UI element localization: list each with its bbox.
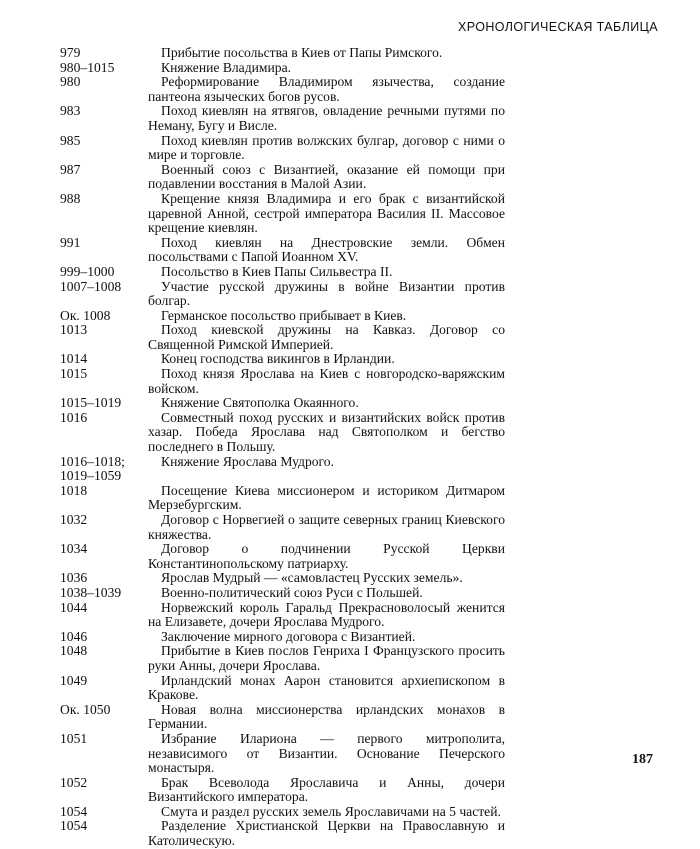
chronology-event: Посещение Киева миссионером и историком Дитмаром Мерзебургским. (148, 482, 505, 513)
chronology-date: 1013 (60, 322, 88, 338)
chronology-event: Новая волна миссионерства ирландских монахов в Германии. (148, 701, 505, 732)
chronology-row (60, 411, 660, 455)
chronology-event: Прибытие посольства в Киев от Папы Римского. (161, 45, 443, 60)
chronology-event: Брак Всеволода Ярославича и Анны, дочери Византийского императора. (148, 774, 505, 805)
chronology-row (60, 280, 660, 309)
chronology-row (60, 163, 660, 192)
chronology-event: Княжение Ярослава Мудрого. (161, 453, 334, 469)
chronology-event: Конец господства викингов в Ирландии. (161, 351, 395, 367)
chronology-event: Ирландский монах Аарон становится архиепископом в Кракове. (148, 672, 505, 703)
chronology-date: 1015 (60, 366, 88, 382)
chronology-row (60, 644, 660, 673)
chronology-event: Княжение Владимира. (161, 59, 292, 75)
chronology-date: 1054 (60, 803, 88, 819)
chronology-event: Прибытие в Киев послов Генриха I Французского просить руки Анны, дочери Ярослава. (148, 643, 505, 673)
chronology-event: Смута и раздел русских земель Ярославичами на 5 частей. (161, 803, 501, 819)
chronology-date: Ок. 1008 (60, 307, 111, 323)
chronology-row (60, 134, 660, 163)
chronology-date: 1018 (60, 482, 88, 498)
chronology-event: Поход киевлян на Днестровские земли. Обмен посольствами с Папой Иоанном XV. (148, 234, 505, 265)
chronology-event: Германское посольство прибывает в Киев. (161, 307, 407, 323)
chronology-date: 987 (60, 161, 81, 177)
chronology-date: 1049 (60, 672, 88, 688)
chronology-date: 1052 (60, 774, 88, 790)
chronology-row (60, 75, 660, 104)
chronology-event: Разделение Христианской Церкви на Православную и Католическую. (148, 818, 505, 849)
chronology-row (60, 352, 660, 367)
chronology-event: Поход киевской дружины на Кавказ. Договор со Священной Римской Империей. (148, 322, 505, 352)
chronology-row (60, 630, 660, 645)
chronology-event: Реформирование Владимиром язычества, создание пантеона языческих богов русов. (148, 74, 505, 104)
chronology-event: Норвежский король Гаральд Прекрасноволосый женится на Елизавете, дочери Ярослава Мудрого. (148, 599, 505, 630)
chronology-date: 1007–1008 (60, 278, 122, 294)
chronology-date: 1038–1039 (60, 584, 122, 600)
chronology-row (60, 236, 660, 265)
chronology-row (60, 674, 660, 703)
chronology-row (60, 805, 660, 820)
chronology-event: Участие русской дружины в войне Византии против болгар. (148, 278, 505, 309)
chronology-event: Военно-политический союз Руси с Польшей. (161, 584, 423, 600)
chronology-row (60, 323, 660, 352)
chronology-event: Поход киевлян против волжских булгар, договор с ними о мире и торговле. (148, 132, 505, 163)
chronology-row (60, 542, 660, 571)
chronology-event: Поход киевлян на ятвягов, овладение речными путями по Неману, Бугу и Висле. (148, 103, 505, 133)
chronology-event: Крещение князя Владимира и его брак с византийской царевной Анной, сестрой императора Василия II. Массовое крещение киевлян. (148, 190, 505, 236)
chronology-date: 1051 (60, 730, 88, 746)
chronology-date: 1054 (60, 818, 88, 834)
chronology-event: Заключение мирного договора с Византией. (161, 628, 416, 644)
chronology-date: 985 (60, 132, 81, 148)
chronology-event: Договор с Норвегией о защите северных границ Киевского княжества. (148, 512, 505, 542)
chronology-row (60, 484, 660, 513)
chronology-date: 1016–1018; 1019–1059 (60, 453, 125, 484)
chronology-table (60, 46, 660, 849)
chronology-date: 1032 (60, 512, 88, 527)
chronology-row (60, 367, 660, 396)
chronology-event: Военный союз с Византией, оказание ей помощи при подавлении восстания в Малой Азии. (148, 161, 505, 192)
chronology-date: 1014 (60, 351, 88, 367)
chronology-row (60, 513, 660, 542)
chronology-row (60, 819, 660, 848)
chronology-row (60, 104, 660, 133)
chronology-date: 980–1015 (60, 59, 115, 75)
chronology-row (60, 46, 660, 61)
running-head-title: ХРОНОЛОГИЧЕСКАЯ ТАБЛИЦА (458, 20, 658, 34)
chronology-row (60, 396, 660, 411)
chronology-date: 991 (60, 234, 81, 250)
chronology-row (60, 309, 660, 324)
chronology-event: Избрание Илариона — первого митрополита, независимого от Византии. Основание Печерского монастыря. (148, 730, 505, 776)
chronology-event: Посольство в Киев Папы Сильвестра II. (161, 263, 393, 279)
chronology-row (60, 732, 660, 776)
chronology-row (60, 571, 660, 586)
chronology-date: 1016 (60, 409, 88, 425)
chronology-row (60, 586, 660, 601)
chronology-event: Договор о подчинении Русской Церкви Константинопольскому патриарху. (148, 541, 505, 571)
chronology-row (60, 703, 660, 732)
chronology-date: 999–1000 (60, 263, 115, 279)
chronology-date: 1044 (60, 599, 88, 615)
chronology-row (60, 455, 660, 484)
chronology-row (60, 61, 660, 76)
chronology-event: Княжение Святополка Окаянного. (161, 395, 359, 411)
chronology-date: 980 (60, 74, 81, 90)
chronology-date: 1034 (60, 541, 88, 557)
chronology-date: 1046 (60, 628, 88, 644)
chronology-date: 988 (60, 190, 81, 206)
chronology-row (60, 601, 660, 630)
chronology-row (60, 192, 660, 236)
chronology-date: 983 (60, 103, 81, 119)
chronology-date: 1036 (60, 570, 88, 586)
chronology-event: Совместный поход русских и византийских войск против хазар. Победа Ярослава над Святополком и бегство последнего в Польшу. (148, 409, 505, 455)
chronology-row (60, 776, 660, 805)
chronology-event: Ярослав Мудрый — «самовластец Русских земель». (161, 570, 463, 586)
chronology-event: Поход князя Ярослава на Киев с новгородско-варяжским войском. (148, 366, 505, 396)
chronology-date: 1048 (60, 643, 88, 659)
page-number: 187 (632, 752, 653, 767)
chronology-row (60, 265, 660, 280)
chronology-date: 1015–1019 (60, 395, 122, 411)
chronology-date: 979 (60, 45, 81, 60)
chronology-date: Ок. 1050 (60, 701, 111, 717)
